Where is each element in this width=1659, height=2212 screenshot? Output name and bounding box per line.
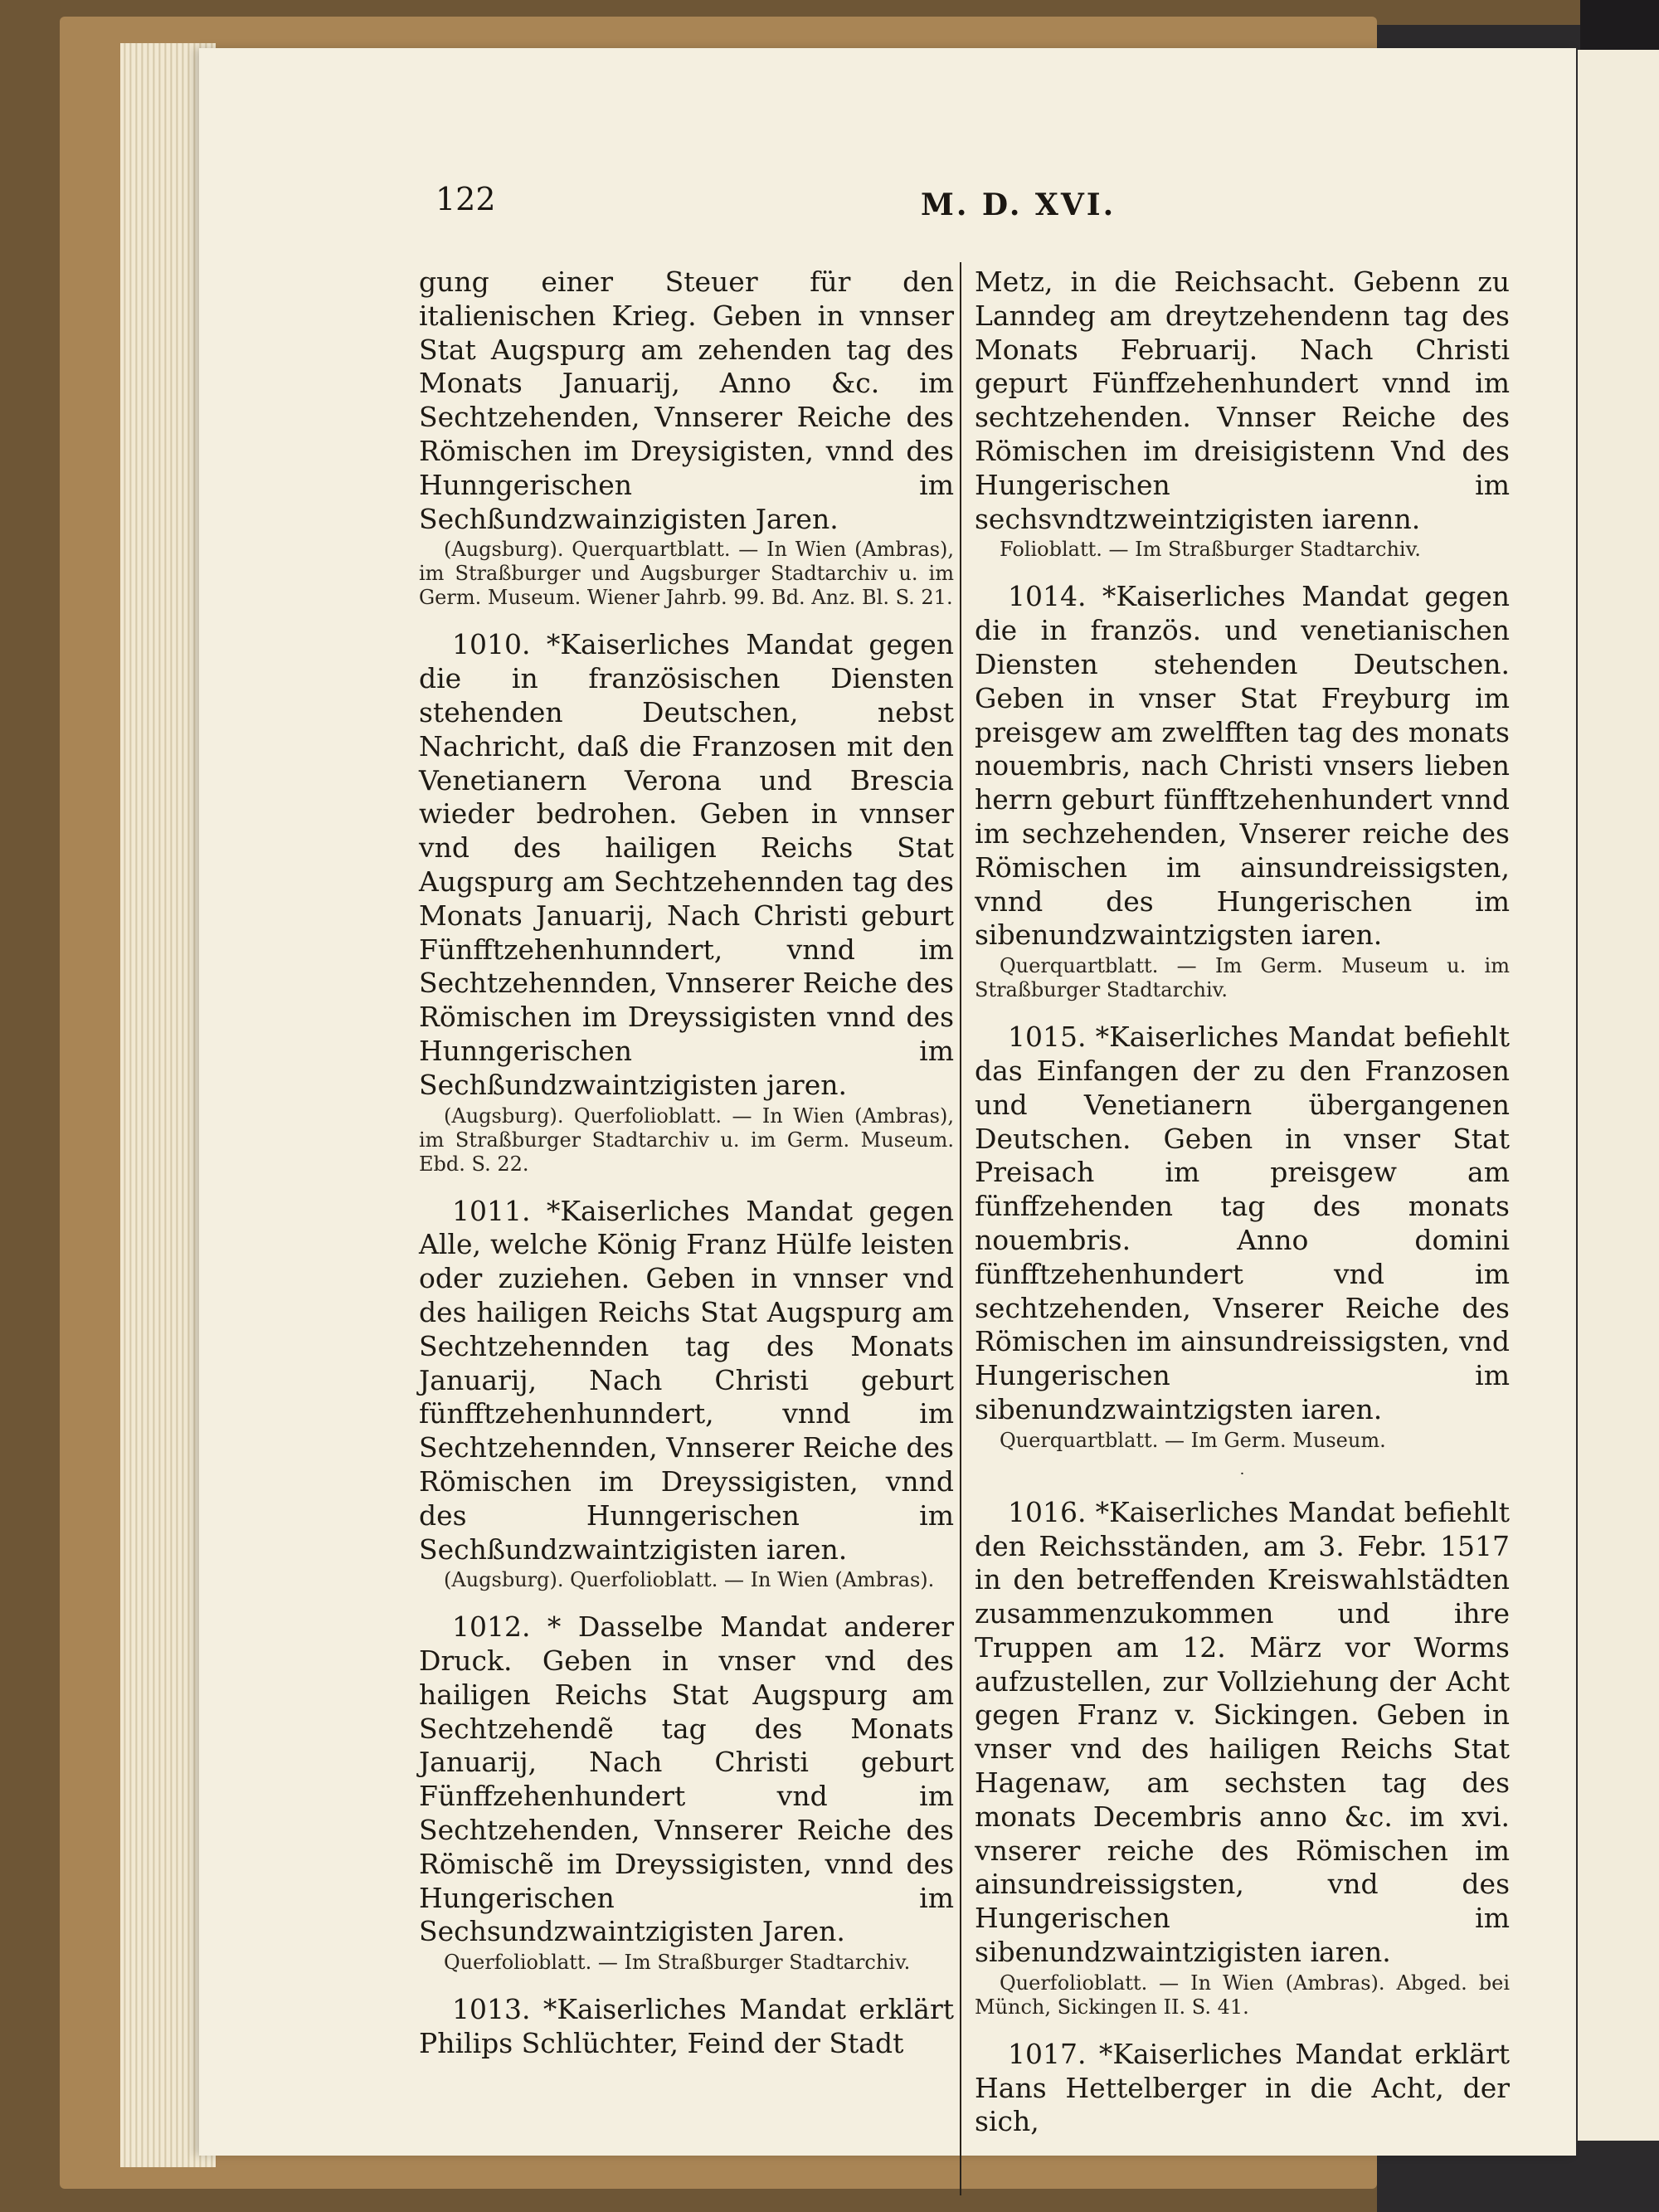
source-note-1015: Querquartblatt. — Im Germ. Museum.	[1000, 1428, 1386, 1452]
column-rule	[960, 262, 961, 2195]
source-note-1010: (Augsburg). Querfolioblatt. — In Wien (Ambras), im Straßburger Stadtarchiv u. im Germ. Museum. Ebd. S. 22.	[419, 1104, 954, 1176]
book-page	[199, 48, 1576, 2156]
page-header	[199, 181, 1576, 231]
source-note-1016: Querfolioblatt. — In Wien (Ambras). Abged. bei Münch, Sickingen II. S. 41.	[975, 1971, 1510, 2019]
separator-dot: ·	[1239, 1464, 1245, 1483]
facing-page-edge	[1578, 50, 1659, 2141]
source-note: (Augsburg). Querquartblatt. — In Wien (Ambras), im Straßburger und Augsburger Stadtarchiv u. im Germ. Museum. Wiener Jahrb. 99. Bd. Anz. Bl. S. 21.	[419, 538, 954, 610]
left-column	[419, 266, 954, 2061]
source-note-1011: (Augsburg). Querfolioblatt. — In Wien (Ambras).	[444, 1568, 935, 1592]
entry-1012: 1012. * Dasselbe Mandat anderer Druck. Geben in vnser vnd des hailigen Reichs Stat Augspurg am Sechtzehendẽ tag des Monats Januarij, Nach Christi geburt Fünffzehenhundert vnd im Sechtzehenden, Vnnserer Reiche des Römischẽ im Dreyssigisten, vnnd des Hungerischen im Sechsundzwaintzigisten Jaren.	[419, 1610, 954, 1948]
entry-1015: 1015. *Kaiserliches Mandat befiehlt das Einfangen der zu den Franzosen und Venetianern übergangenen Deutschen. Geben in vnser Stat Preisach im preisgew am fünffzehenden tag des monats nouembris. Anno domini fünfftzehenhundert vnd im sechtzehenden, Vnserer Reiche des Römischen im ainsundreissigsten, vnd Hungerischen im sibenundzwaintzigsten iaren.	[975, 1021, 1510, 1425]
page-number: 122	[435, 181, 496, 217]
source-note-1014: Querquartblatt. — Im Germ. Museum u. im Straßburger Stadtarchiv.	[975, 954, 1510, 1002]
running-title: M. D. XVI.	[921, 188, 1117, 222]
right-column	[975, 266, 1510, 2139]
entry-1014: 1014. *Kaiserliches Mandat gegen die in französ. und venetianischen Diensten stehenden Deutschen. Geben in vnser Stat Freyburg im preisgew am zwelfften tag des monats nouembris, nach Christi vnsers lieben herrn geburt fünfftzehenhundert vnnd im sechzehenden, Vnserer reiche des Römischen im ainsundreissigsten, vnnd des Hungerischen im sibenundzwaintzigsten iaren.	[975, 580, 1510, 952]
entry-text: Metz, in die Reichsacht. Gebenn zu Lanndeg am dreytzehendenn tag des Monats Februarij. Nach Christi gepurt Fünffzehenhundert vnnd im sechtzehenden. Vnnser Reiche des Römischen im dreisigistenn Vnd des Hungerischen im sechsvndtzweintzigisten iarenn.	[975, 266, 1510, 535]
entry-1017: 1017. *Kaiserliches Mandat erklärt Hans Hettelberger in die Acht, der sich,	[975, 2037, 1510, 2138]
entry-1010: 1010. *Kaiserliches Mandat gegen die in französischen Diensten stehenden Deutschen, nebst Nachricht, daß die Franzosen mit den Venetianern Verona und Brescia wieder bedrohen. Geben in vnnser vnd des hailigen Reichs Stat Augspurg am Sechtzehennden tag des Monats Januarij, Nach Christi geburt Fünfftzehenhunndert, vnnd im Sechtzehennden, Vnnserer Reiche des Römischen im Dreyssigisten vnnd des Hunngerischen im Sechßundzwaintzigisten jaren.	[419, 628, 954, 1101]
entry-text: gung einer Steuer für den italienischen Krieg. Geben in vnnser Stat Augspurg am zehenden tag des Monats Januarij, Anno &c. im Sechtzehenden, Vnnserer Reiche des Römischen im Dreysigisten, vnnd des Hunngerischen im Sechßundzwainzigisten Jaren.	[419, 266, 954, 535]
source-note-1012: Querfolioblatt. — Im Straßburger Stadtarchiv.	[444, 1951, 911, 1975]
entry-1011: 1011. *Kaiserliches Mandat gegen Alle, welche König Franz Hülfe leisten oder zuziehen. Geben in vnnser vnd des hailigen Reichs Stat Augspurg am Sechtzehennden tag des Monats Januarij, Nach Christi geburt fünfftzehenhunndert, vnnd im Sechtzehennden, Vnnserer Reiche des Römischen im Dreyssigisten, vnnd des Hunngerischen im Sechßundzwaintzigisten iaren.	[419, 1194, 954, 1566]
cover-corner	[1580, 0, 1659, 50]
entry-1016: 1016. *Kaiserliches Mandat befiehlt den Reichsständen, am 3. Febr. 1517 in den betreffenden Kreiswahlstädten zusammenzukommen und ihre Truppen am 12. März vor Worms aufzustellen, zur Vollziehung der Acht gegen Franz v. Sickingen. Geben in vnser vnd des hailigen Reichs Stat Hagenaw, am sechsten tag des monats Decembris anno &c. im xvi. vnserer reiche des Römischen im ainsundreissigsten, vnd des Hungerischen im sibenundzwaintzigisten iaren.	[975, 1495, 1510, 1969]
source-note: Folioblatt. — Im Straßburger Stadtarchiv.	[1000, 538, 1421, 562]
entry-1013: 1013. *Kaiserliches Mandat erklärt Philips Schlüchter, Feind der Stadt	[419, 1993, 954, 2060]
